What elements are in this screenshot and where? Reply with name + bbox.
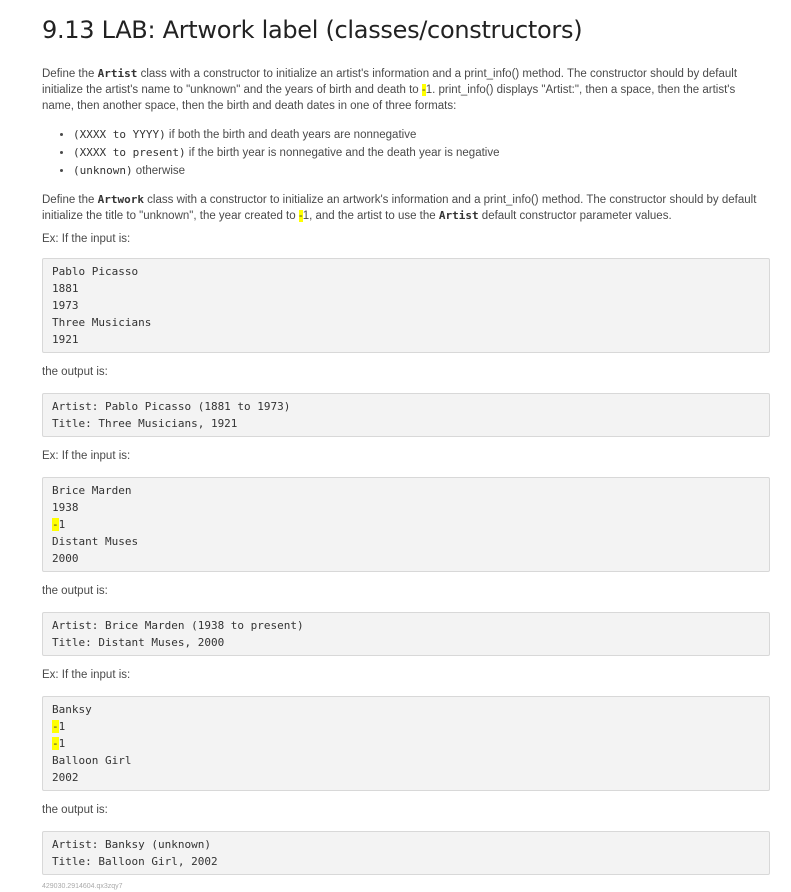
code-line bbox=[52, 533, 760, 550]
footer-id: 429030.2914604.qx3zqy7 bbox=[42, 883, 123, 890]
text: Brice Marden bbox=[52, 484, 132, 497]
code-line bbox=[52, 550, 760, 567]
list-item bbox=[73, 162, 770, 180]
code-line bbox=[52, 331, 760, 348]
highlight: - bbox=[52, 518, 59, 531]
highlight: - bbox=[52, 737, 59, 750]
code-line bbox=[52, 314, 760, 331]
text: 1921 bbox=[52, 333, 79, 346]
text: Balloon Girl bbox=[52, 754, 132, 767]
format-list bbox=[42, 126, 770, 180]
artwork-description bbox=[42, 192, 770, 224]
list-item bbox=[73, 144, 770, 162]
output-box bbox=[42, 612, 770, 656]
output-label: the output is: bbox=[42, 804, 108, 816]
input-box bbox=[42, 258, 770, 353]
text: 1 bbox=[58, 720, 66, 733]
highlight: - bbox=[52, 720, 59, 733]
inline-code: (XXXX to present) bbox=[73, 146, 186, 159]
text: Pablo Picasso bbox=[52, 265, 139, 278]
code-line: Title: Distant Muses, 2000 bbox=[52, 636, 225, 649]
highlight: - bbox=[421, 84, 426, 96]
text: class with a constructor to initialize an artwork's information and a print_info() method. The constructor should by default initialize the title to "unknown", the year created to bbox=[42, 194, 757, 222]
text: Banksy bbox=[52, 703, 92, 716]
example-label: Ex: If the input is: bbox=[42, 450, 131, 462]
code-line: Artist: Pablo Picasso (1881 to 1973) bbox=[52, 400, 291, 413]
code-line bbox=[52, 263, 760, 280]
text: 1938 bbox=[52, 501, 79, 514]
output-box bbox=[42, 831, 770, 875]
text: Three Musicians bbox=[52, 316, 152, 329]
code-line bbox=[52, 769, 760, 786]
page-title: 9.13 LAB: Artwork label (classes/constructors) bbox=[42, 16, 583, 44]
text: 1973 bbox=[52, 299, 79, 312]
output-box bbox=[42, 393, 770, 437]
code-line bbox=[52, 735, 760, 752]
code-line bbox=[52, 718, 760, 735]
example-label: Ex: If the input is: bbox=[42, 669, 131, 681]
input-box bbox=[42, 477, 770, 572]
text: 1, and the artist to use the bbox=[302, 210, 439, 222]
code-line: Title: Three Musicians, 1921 bbox=[52, 417, 238, 430]
code-line: Title: Balloon Girl, 2002 bbox=[52, 855, 218, 868]
text: default constructor parameter values. bbox=[478, 210, 672, 222]
list-item bbox=[73, 126, 770, 144]
code-line: Artist: Brice Marden (1938 to present) bbox=[52, 619, 304, 632]
output-label: the output is: bbox=[42, 366, 108, 378]
text: Define the bbox=[42, 68, 98, 80]
inline-code: (XXXX to YYYY) bbox=[73, 128, 166, 141]
code-line bbox=[52, 280, 760, 297]
code-line bbox=[52, 516, 760, 533]
code-line bbox=[52, 499, 760, 516]
highlight: - bbox=[298, 210, 303, 222]
output-label: the output is: bbox=[42, 585, 108, 597]
text: 2000 bbox=[52, 552, 79, 565]
artist-description bbox=[42, 66, 770, 114]
text: if the birth year is nonnegative and the death year is negative bbox=[185, 147, 500, 159]
text: 2002 bbox=[52, 771, 79, 784]
code-line bbox=[52, 297, 760, 314]
code-line: Artist: Banksy (unknown) bbox=[52, 838, 211, 851]
text: 1881 bbox=[52, 282, 79, 295]
code-line bbox=[52, 701, 760, 718]
text: Define the bbox=[42, 194, 98, 206]
inline-code: Artist bbox=[438, 209, 479, 222]
text: otherwise bbox=[132, 165, 186, 177]
inline-code: Artist bbox=[97, 67, 138, 80]
text: 1 bbox=[58, 737, 66, 750]
example-label: Ex: If the input is: bbox=[42, 233, 131, 245]
code-line bbox=[52, 482, 760, 499]
text: if both the birth and death years are nonnegative bbox=[165, 129, 417, 141]
text: class with a constructor to initialize an artist's information and a print_info() method. The constructor should by default initialize the artist's name to "unknown" and the years of birth and death to bbox=[42, 68, 738, 96]
code-line bbox=[52, 752, 760, 769]
inline-code: Artwork bbox=[97, 193, 144, 206]
input-box bbox=[42, 696, 770, 791]
text: 1. print_info() displays "Artist:", then a space, then the artist's name, then another space, then the birth and death dates in one of three formats: bbox=[42, 84, 736, 112]
inline-code: (unknown) bbox=[73, 164, 133, 177]
text: 1 bbox=[58, 518, 66, 531]
text: Distant Muses bbox=[52, 535, 139, 548]
